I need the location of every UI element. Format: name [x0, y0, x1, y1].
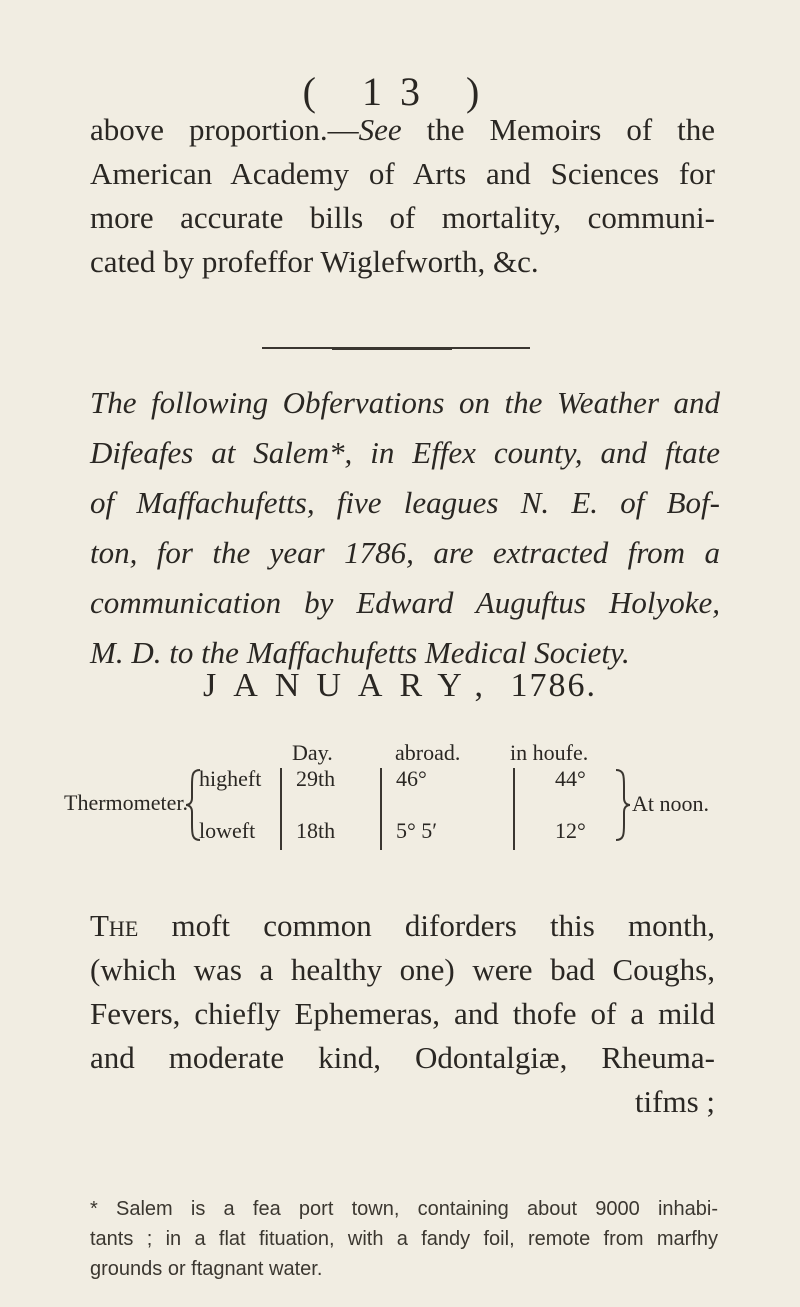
right-brace-icon: [612, 768, 632, 842]
column-rule: [380, 768, 382, 850]
column-rule: [280, 768, 282, 850]
section-divider: [262, 347, 530, 349]
column-rule: [513, 768, 515, 850]
cell-abroad-lowest: 5° 5′: [396, 818, 438, 843]
month-year: 1786.: [510, 667, 597, 704]
cell-in-house-lowest: 12°: [555, 818, 586, 843]
cell-day-lowest: 18th: [296, 818, 336, 843]
text-line: (which was a healthy one) were bad Coughs,: [90, 952, 715, 987]
text-line: M. D. to the Maffachufetts Medical Society.: [90, 635, 630, 670]
footnote: [90, 1194, 718, 1284]
text-line: Fevers, chiefly Ephemeras, and thofe of a mild: [90, 996, 715, 1031]
header-in-house: in houfe.: [510, 740, 589, 765]
text-line: The moft common diforders this month,: [90, 908, 715, 943]
note-at-noon: At noon.: [632, 791, 709, 816]
page-number: ( 13 ): [302, 69, 498, 114]
footnote-line: * Salem is a fea port town, containing about 9000 inhabi-: [90, 1198, 718, 1220]
header-abroad: abroad.: [395, 740, 461, 765]
footnote-line: grounds or ftagnant water.: [90, 1258, 323, 1280]
cell-in-house-highest: 44°: [555, 766, 586, 791]
footnote-line: tants ; in a flat fituation, with a fandy foil, remote from marfhy: [90, 1228, 718, 1250]
text-line: more accurate bills of mortality, communi-: [90, 200, 715, 235]
row-label-highest: higheft: [199, 766, 262, 791]
cell-day-highest: 29th: [296, 766, 336, 791]
header-day: Day.: [292, 740, 333, 765]
intro-italic-paragraph: [90, 378, 720, 678]
month-name: JANUARY,: [203, 667, 500, 704]
text-line: ton, for the year 1786, are extracted from a: [90, 535, 720, 570]
text-line: communication by Edward Auguftus Holyoke,: [90, 585, 720, 620]
thermometer-table: [0, 740, 800, 880]
text-line: cated by profeffor Wiglefworth, &c.: [90, 244, 539, 279]
paragraph-top: [90, 108, 715, 284]
text-line: The following Obfervations on the Weather and: [90, 385, 720, 420]
row-label-thermometer: Thermometer.: [64, 790, 189, 815]
row-label-lowest: loweft: [199, 818, 256, 843]
month-heading: [0, 667, 800, 705]
text-line: of Maffachufetts, five leagues N. E. of Bof-: [90, 485, 720, 520]
paragraph-disorders: [90, 904, 715, 1124]
cell-abroad-highest: 46°: [396, 766, 427, 791]
text-line: tifms ;: [634, 1084, 715, 1119]
text-line: American Academy of Arts and Sciences for: [90, 156, 715, 191]
text-line: and moderate kind, Odontalgiæ, Rheuma-: [90, 1040, 715, 1075]
text-line: Difeafes at Salem*, in Effex county, and ftate: [90, 435, 720, 470]
text-line: above proportion.—See the Memoirs of the: [90, 112, 715, 147]
